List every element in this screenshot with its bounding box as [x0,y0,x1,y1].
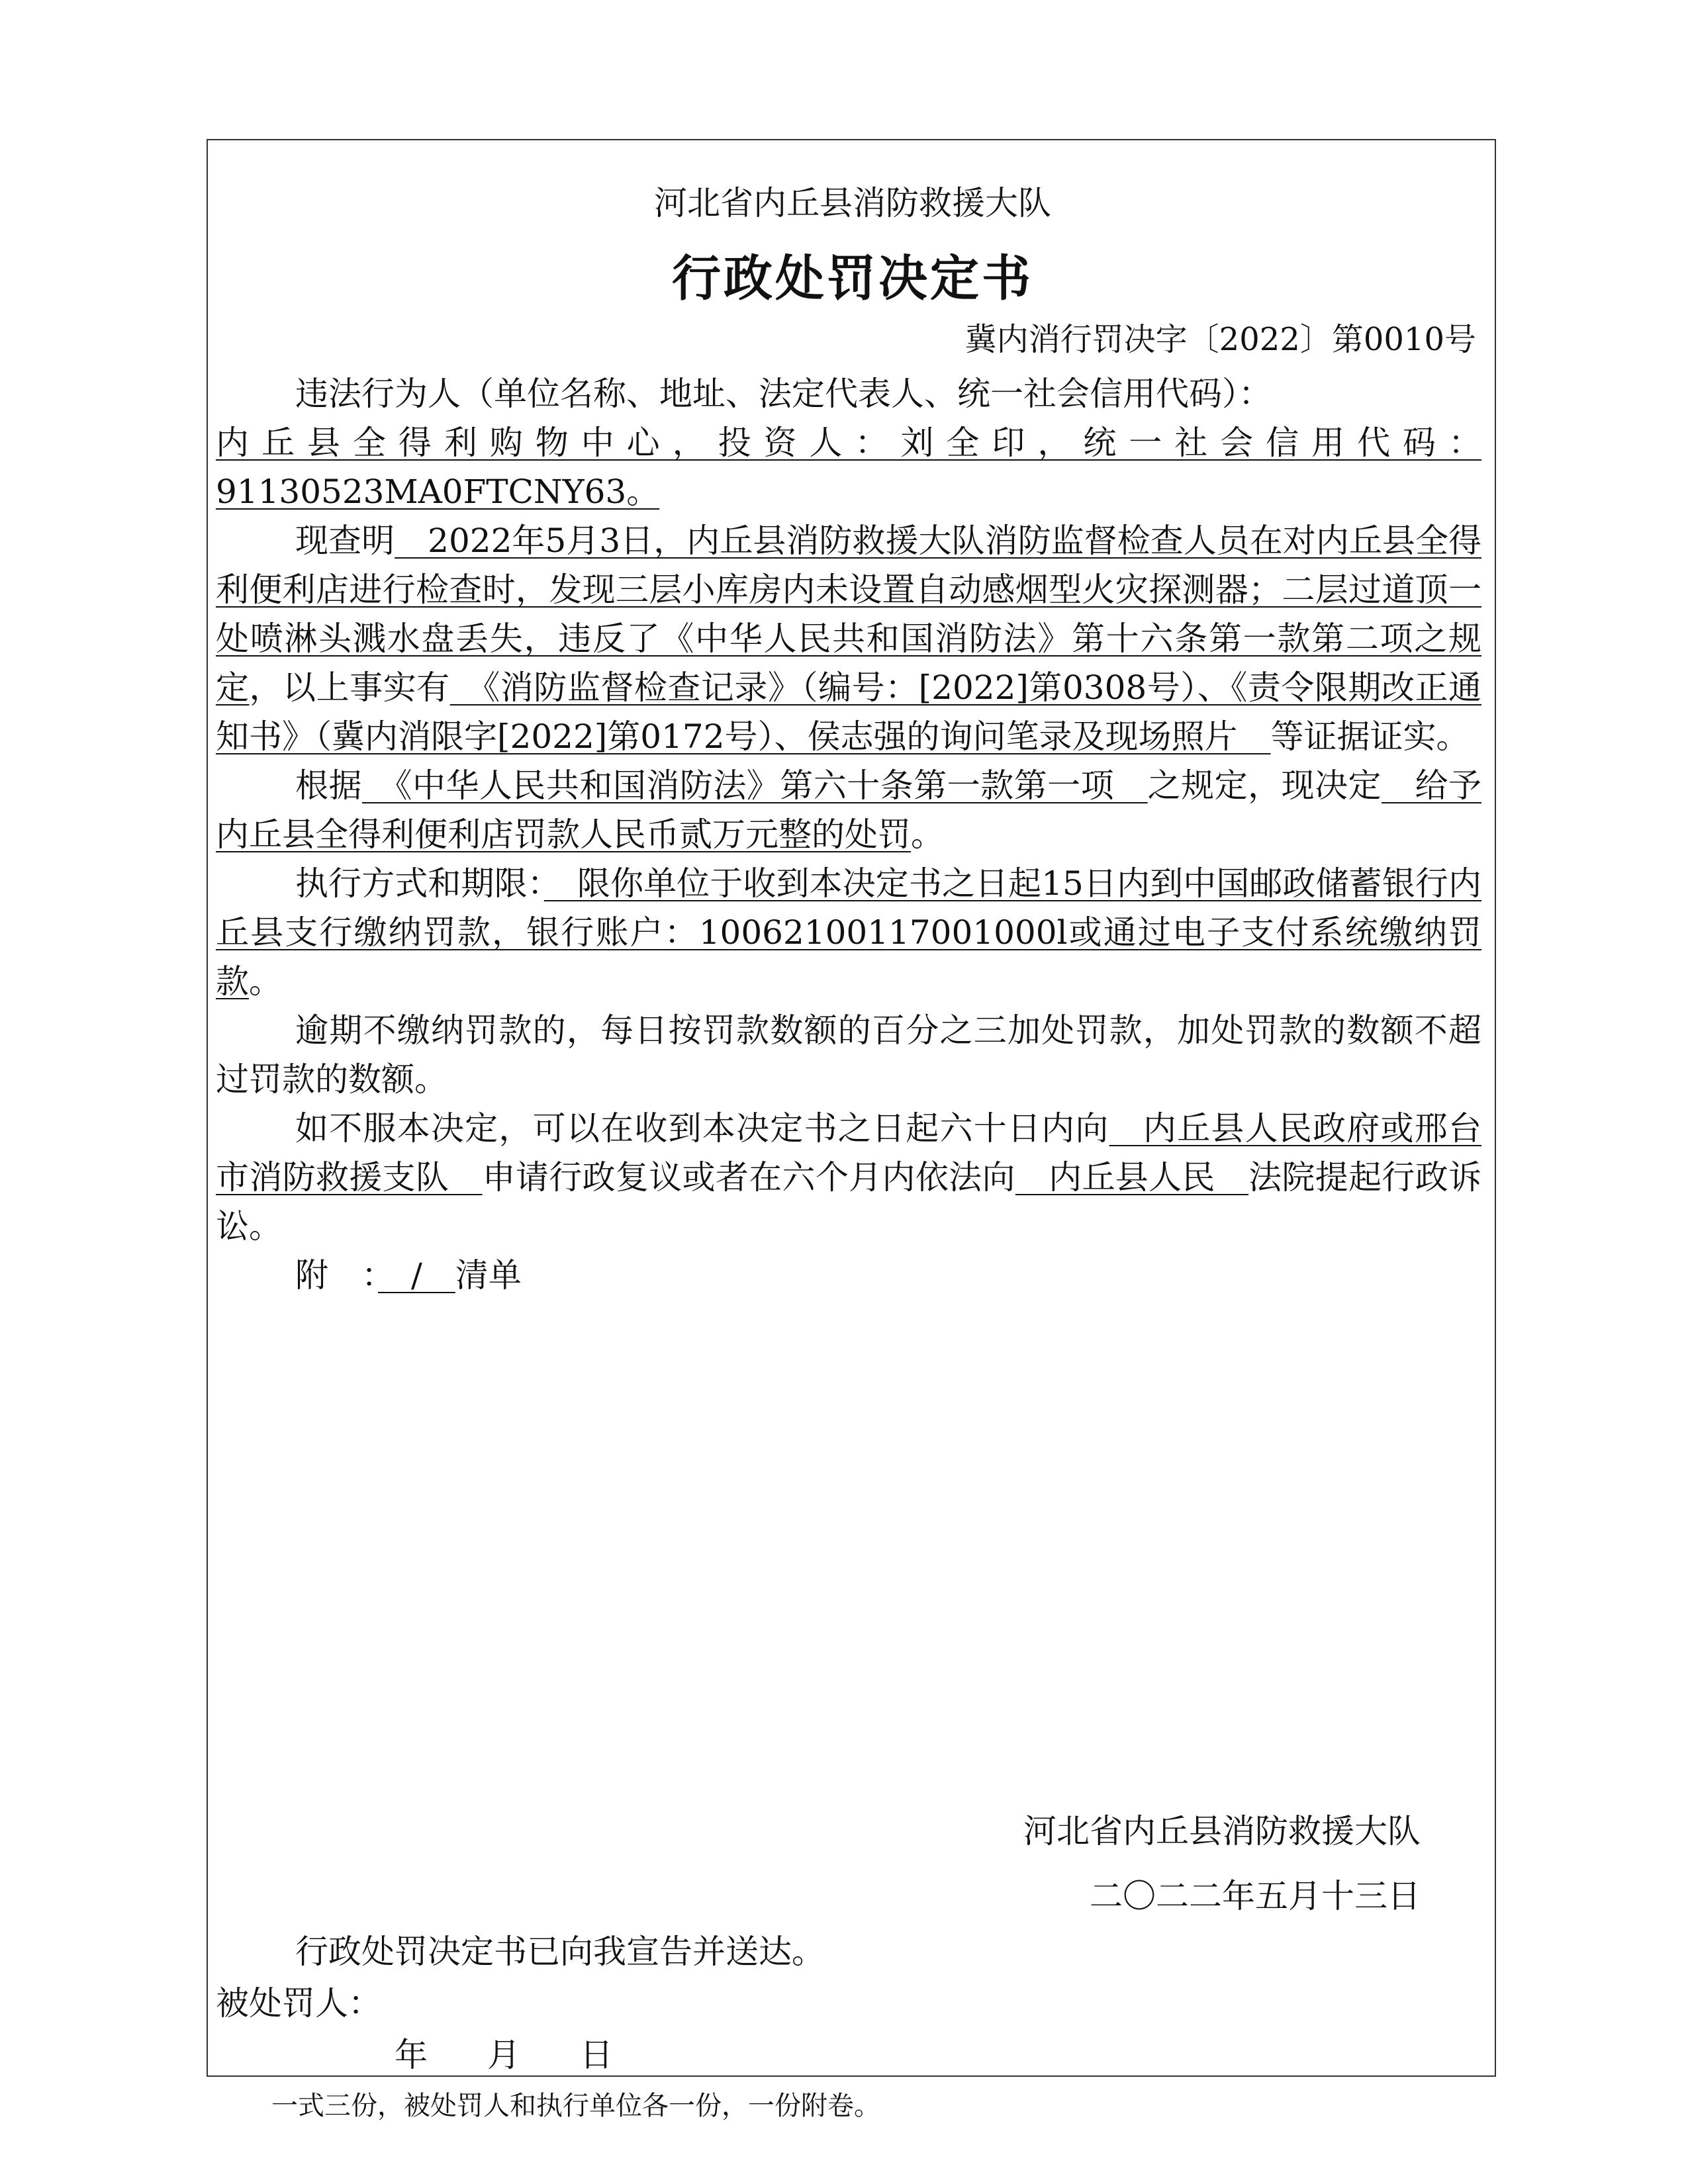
receipt-month: 月 [487,2036,520,2074]
execution-text: 限你单位于收到本决定书之日起15日内到中国邮政储蓄银行内丘县支行缴纳罚款，银行账户：10062100117001000l或通过电子支付系统缴纳罚款 [216,864,1482,1001]
basis-paragraph [216,761,1481,859]
appeal-p1: 如不服本决定，可以在收到本决定书之日起六十日内向 [295,1109,1109,1148]
execution-label: 执行方式和期限： [295,864,544,903]
document-frame [207,139,1496,2077]
receipt-section [216,1926,1481,2081]
attachment-paragraph [216,1251,1481,1300]
violator-value: 内丘县全得利购物中心，投资人：刘全印，统一社会信用代码：91130523MA0FTCNY63。 [216,424,1481,511]
appeal-p3: 法院提起行政诉讼。 [216,1158,1482,1246]
facts-paragraph [216,516,1481,761]
basis-decision: 给予内丘县全得利便利店罚款人民币贰万元整的处罚 [216,766,1482,854]
attachment-label: 附 ： [295,1256,378,1295]
receipt-person-label: 被处罚人： [216,1984,381,2023]
basis-mid: 之规定，现决定 [1147,766,1382,805]
execution-end: 。 [249,962,282,1001]
facts-connector: ，以上事实有 [249,668,450,707]
document-body [216,369,1481,1300]
appeal-gov: 内丘县人民政府或邢台市消防救援支队 [216,1109,1482,1197]
basis-end: 。 [911,815,944,854]
receipt-date-blank [216,2029,1481,2081]
execution-paragraph [216,859,1481,1006]
footer-note: 一式三份，被处罚人和执行单位各一份，一份附卷。 [271,2091,880,2121]
attachment-value: / [378,1256,455,1295]
signature-organization: 河北省内丘县消防救援大队 [1023,1812,1421,1850]
basis-law: 《中华人民共和国消防法》第六十条第一款第一项 [361,766,1148,805]
appeal-paragraph [216,1104,1481,1251]
appeal-court: 内丘县人民 [1015,1158,1249,1197]
basis-lead: 根据 [295,766,362,805]
violator-paragraph [216,418,1481,516]
facts-text: 2022年5月3日，内丘县消防救援大队消防监督检查人员在对内丘县全得利便利店进行检查时，发现三层小库房内未设置自动感烟型火灾探测器；二层过道顶一处喷淋头溅水盘丢失，违反了《中华人民共和国消防法》第十六条第一款第二项之规定 [216,522,1482,707]
overdue-paragraph: 逾期不缴纳罚款的，每日按罚款数额的百分之三加处罚款，加处罚款的数额不超过罚款的数额。 [216,1011,1481,1099]
facts-tail: 等证据证实。 [1270,717,1470,756]
attachment-suffix: 清单 [455,1256,522,1295]
document-title: 行政处罚决定书 [672,250,1033,307]
facts-lead: 现查明 [295,522,395,560]
document-number: 冀内消行罚决字〔2022〕第0010号 [964,321,1476,358]
receipt-year: 年 [395,2036,428,2074]
receipt-day: 日 [580,2036,613,2074]
issuing-organization: 河北省内丘县消防救援大队 [654,184,1051,222]
facts-evidence: 《消防监督检查记录》（编号：[2022]第0308号）、《责令限期改正通知书》（冀内消限字[2022]第0172号）、侯志强的询问笔录及现场照片 [216,668,1481,756]
violator-label: 违法行为人（单位名称、地址、法定代表人、统一社会信用代码）： [295,375,1272,413]
receipt-text: 行政处罚决定书已向我宣告并送达。 [295,1933,825,1971]
appeal-p2: 申请行政复议或者在六个月内依法向 [482,1158,1015,1197]
signature-date: 二〇二二年五月十三日 [1090,1877,1421,1915]
